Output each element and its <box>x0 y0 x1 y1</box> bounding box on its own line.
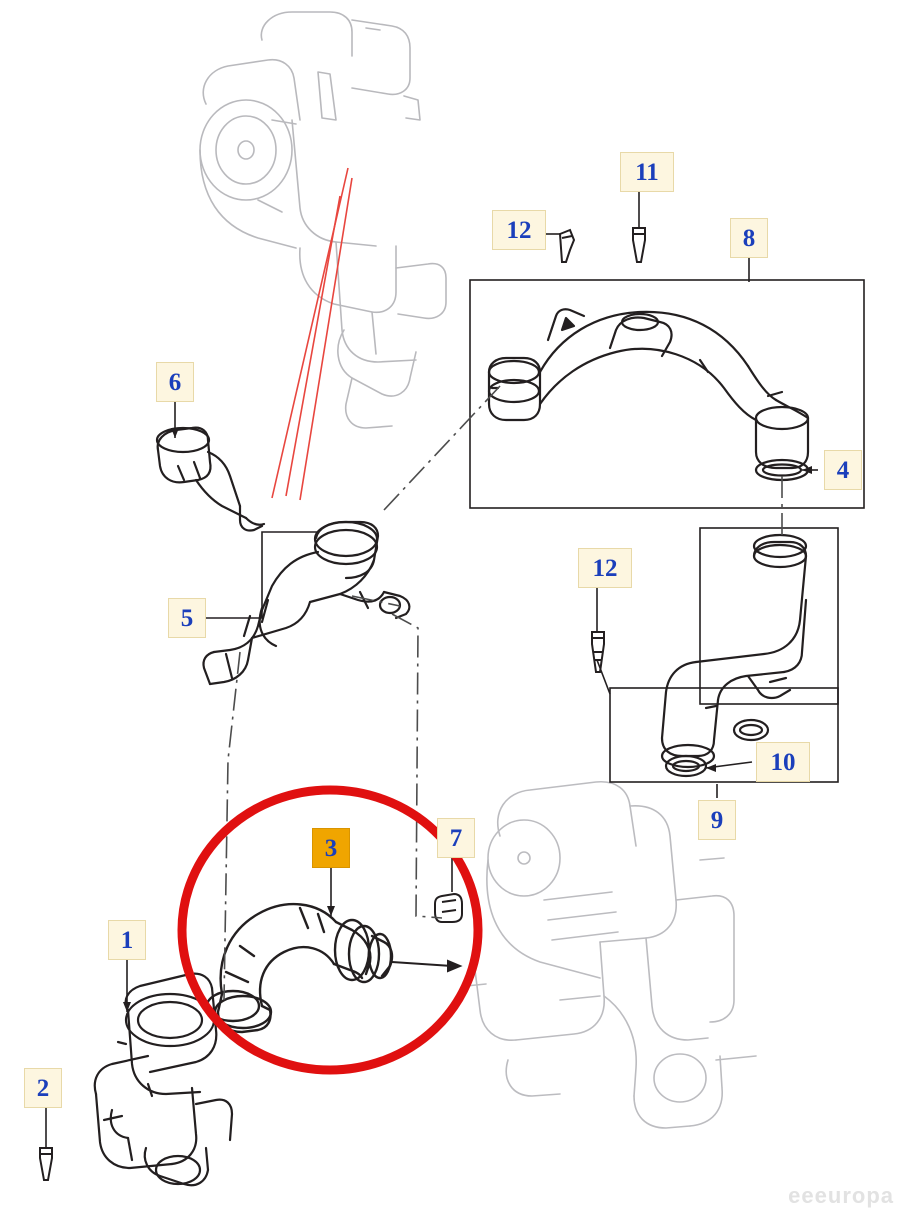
callout-2[interactable]: 2 <box>24 1068 62 1108</box>
group-box-9-upper <box>700 528 838 704</box>
part-6-hose <box>157 428 264 531</box>
ghost-engine-top <box>200 12 446 428</box>
callout-12-upper[interactable]: 12 <box>492 210 546 250</box>
watermark: eeeuropa <box>788 1183 894 1208</box>
callout-3[interactable]: 3 <box>312 828 350 868</box>
part-3-elbow-hose <box>207 904 392 1032</box>
callout-11[interactable]: 11 <box>620 152 674 192</box>
part-2-bolt <box>40 1148 52 1180</box>
callout-6[interactable]: 6 <box>156 362 194 402</box>
part-1-housing <box>95 974 232 1186</box>
callout-10[interactable]: 10 <box>756 742 810 782</box>
assembly-centerlines <box>224 386 782 1000</box>
callout-5[interactable]: 5 <box>168 598 206 638</box>
callout-4[interactable]: 4 <box>824 450 862 490</box>
part-12b-bolt <box>592 632 604 672</box>
callout-9[interactable]: 9 <box>698 800 736 840</box>
red-leader-lines <box>272 168 352 500</box>
part-5-hose <box>203 522 409 684</box>
assembly-direction-arrow <box>392 961 460 971</box>
callout-12-lower[interactable]: 12 <box>578 548 632 588</box>
callout-8[interactable]: 8 <box>730 218 768 258</box>
leader-arrowheads <box>123 428 812 1012</box>
callout-1[interactable]: 1 <box>108 920 146 960</box>
part-8-upper-hose <box>489 309 808 468</box>
callout-7[interactable]: 7 <box>437 818 475 858</box>
callout-leader-lines <box>46 192 818 1148</box>
part-11-bolt <box>633 228 645 262</box>
part-12a-bolt <box>560 230 574 262</box>
